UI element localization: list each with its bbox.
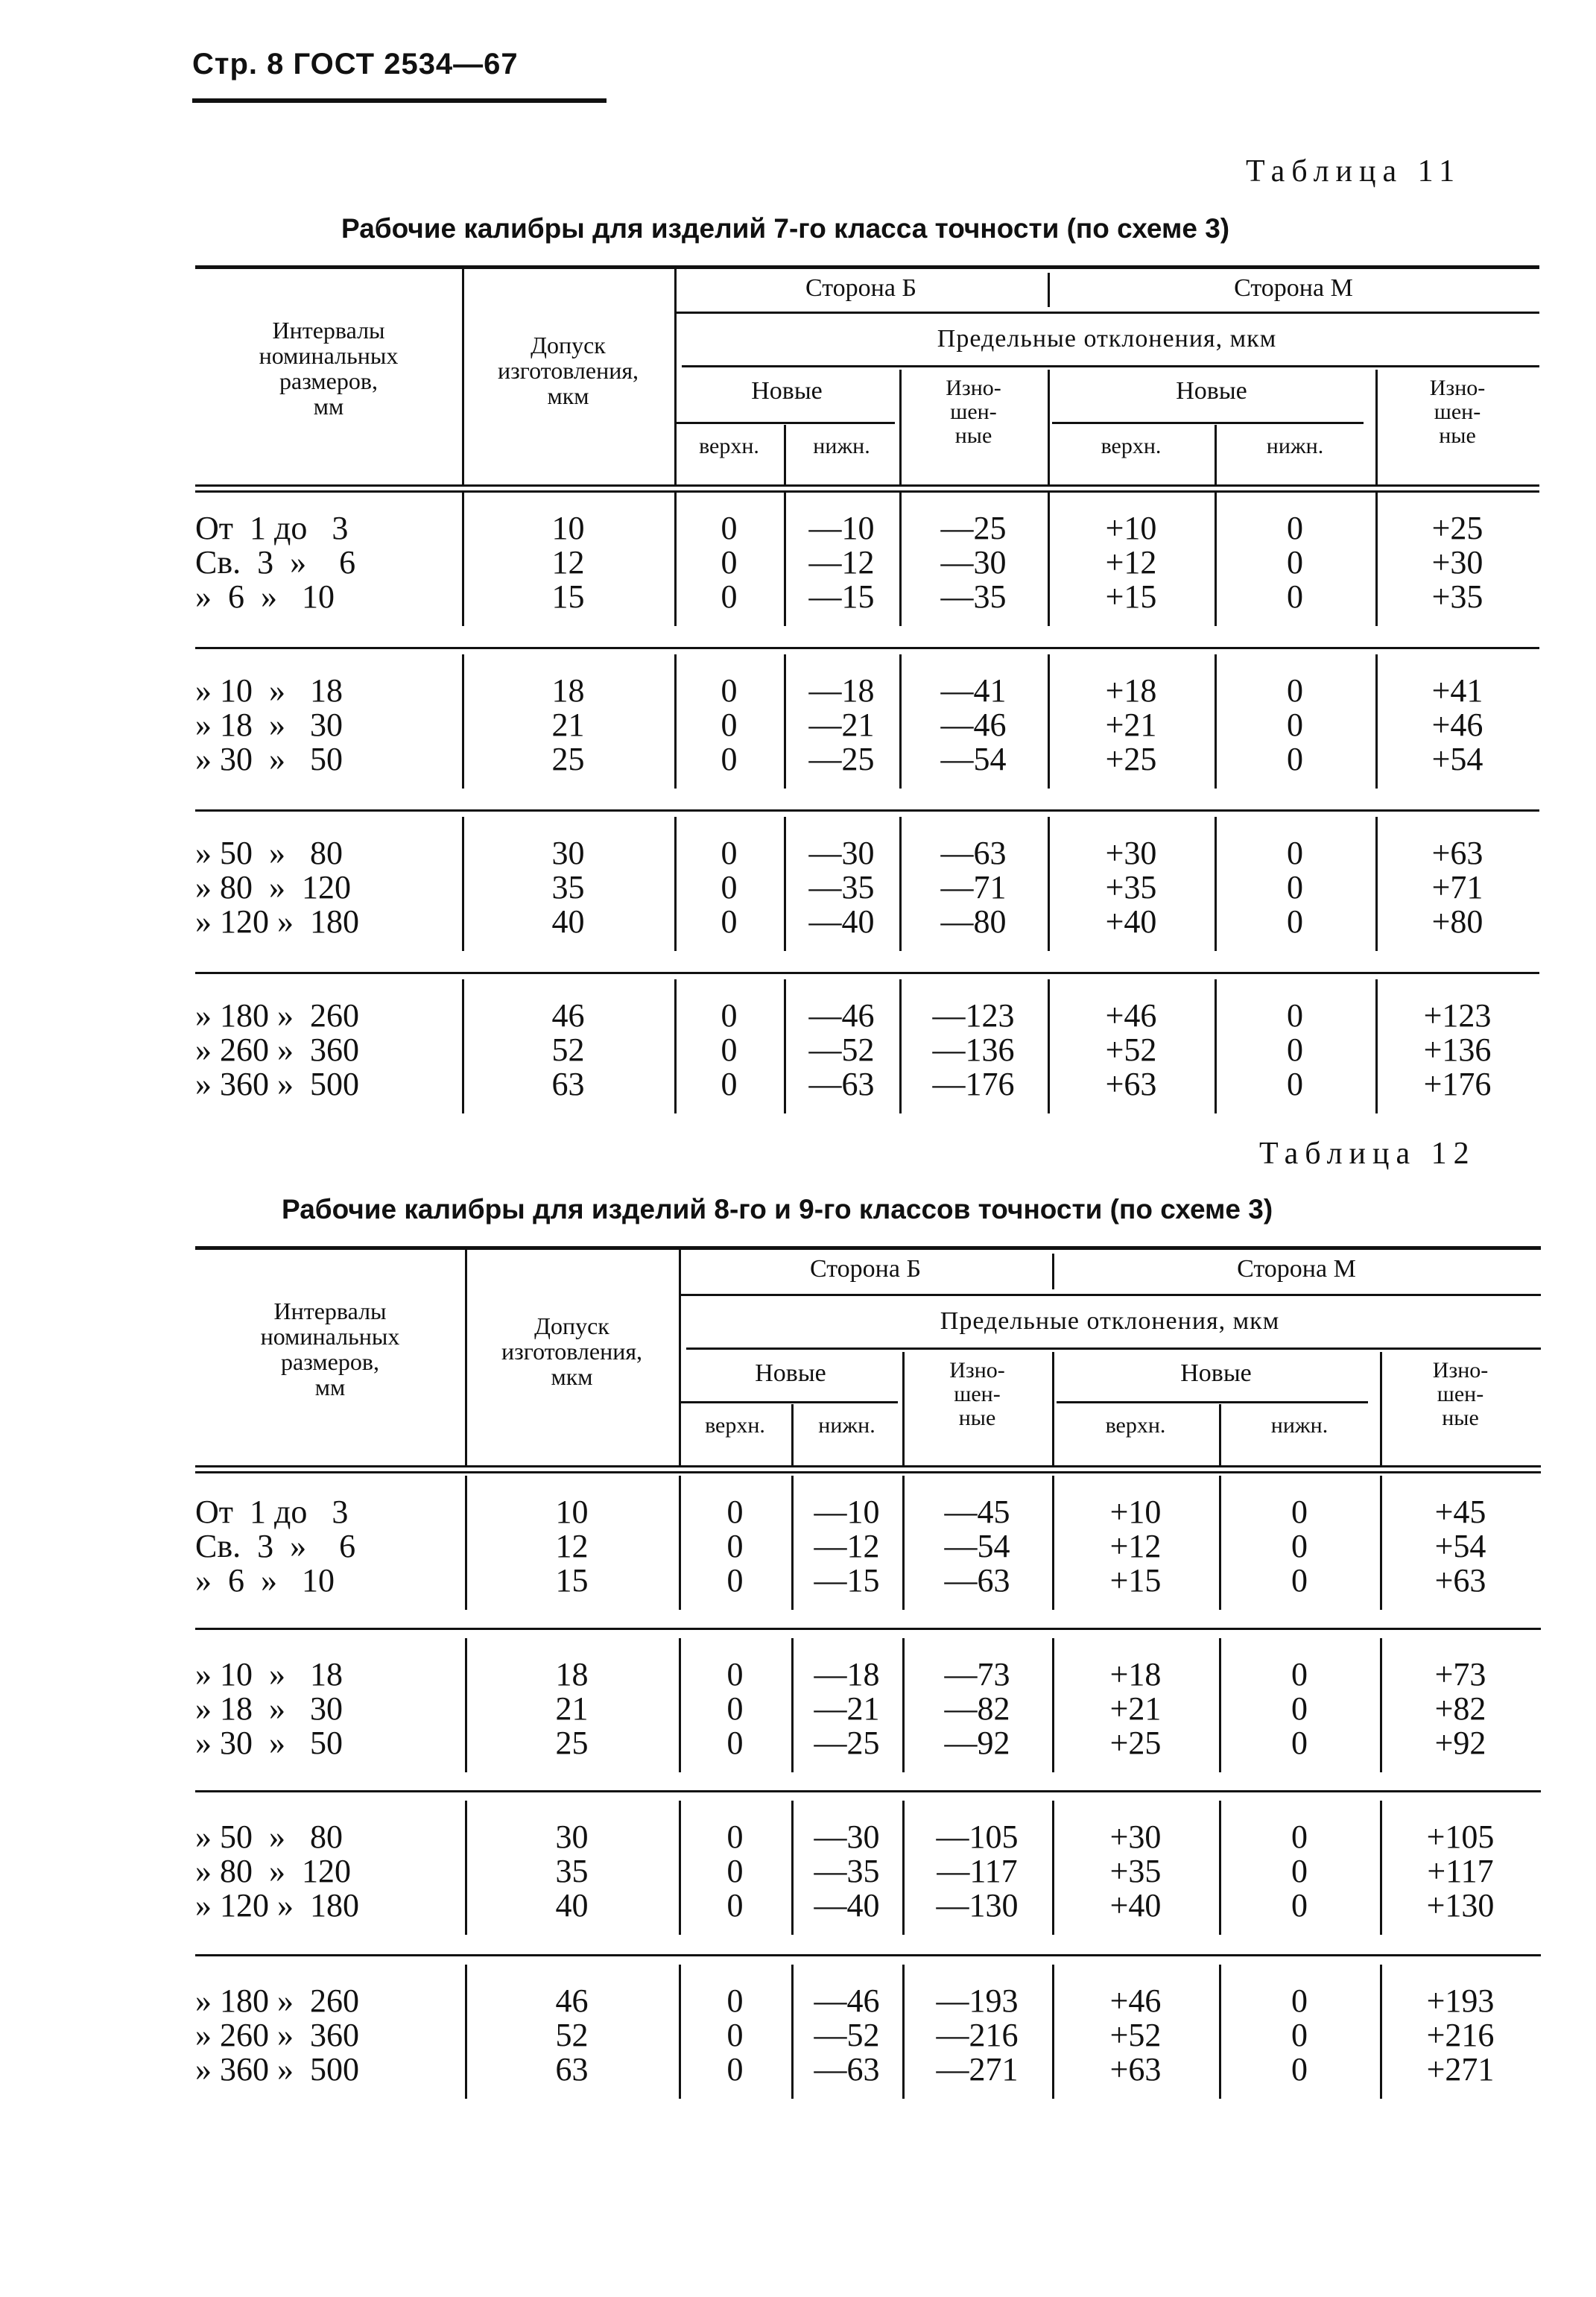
b-up-cell: 0 xyxy=(721,510,738,546)
limits-rule xyxy=(686,1347,1541,1350)
b-worn-cell: —35 xyxy=(940,578,1007,615)
b-low-cell: —12 xyxy=(808,544,875,581)
tol-cell: 15 xyxy=(551,578,585,615)
group-separator-rule xyxy=(195,1790,1541,1792)
upper-b-header: верхн. xyxy=(705,1413,765,1438)
worn-m-header: ные xyxy=(1442,1406,1479,1430)
interval-cell: » 180 » 260 xyxy=(195,997,359,1034)
m-low-cell: 0 xyxy=(1291,1690,1308,1727)
m-low-cell: 0 xyxy=(1287,510,1303,546)
new-m-rule xyxy=(1052,422,1364,424)
b-low-cell: —10 xyxy=(808,510,875,546)
side-b-header: Сторона Б xyxy=(805,274,916,302)
lower-b-header: нижн. xyxy=(818,1413,875,1438)
intervals-header: мм xyxy=(313,393,344,420)
new-b-header: Новые xyxy=(751,377,823,405)
side-m-header: Сторона М xyxy=(1234,274,1353,302)
b-worn-cell: —176 xyxy=(932,1066,1015,1102)
b-low-cell: —46 xyxy=(808,997,875,1034)
m-worn-cell: +92 xyxy=(1434,1725,1486,1761)
b-up-cell: 0 xyxy=(726,1853,744,1889)
m-up-cell: +63 xyxy=(1105,1066,1157,1102)
b-up-cell: 0 xyxy=(726,1528,744,1564)
b-low-cell: —12 xyxy=(814,1528,880,1564)
header-rule xyxy=(192,98,607,103)
m-low-cell: 0 xyxy=(1287,544,1303,581)
b-worn-cell: —41 xyxy=(940,672,1007,709)
tolerance-header: Допуск xyxy=(534,1312,609,1339)
m-low-cell: 0 xyxy=(1291,1656,1308,1693)
worn-m-header: шен- xyxy=(1437,1382,1484,1406)
intervals-header: размеров, xyxy=(279,367,378,394)
b-up-cell: 0 xyxy=(726,1819,744,1855)
m-up-cell: +25 xyxy=(1109,1725,1162,1761)
interval-cell: » 10 » 18 xyxy=(195,1656,343,1693)
upper-b-header: верхн. xyxy=(699,434,759,458)
tol-cell: 35 xyxy=(555,1853,589,1889)
b-low-cell: —35 xyxy=(808,869,875,906)
side-rule xyxy=(674,312,1539,314)
lower-m-header: нижн. xyxy=(1266,434,1324,458)
b-up-cell: 0 xyxy=(721,869,738,906)
b-worn-cell: —54 xyxy=(944,1528,1010,1564)
b-up-cell: 0 xyxy=(726,1982,744,2019)
m-worn-cell: +271 xyxy=(1426,2051,1495,2088)
page-header: Стр. 8 ГОСТ 2534—67 xyxy=(192,48,519,80)
b-up-cell: 0 xyxy=(726,1494,744,1530)
m-low-cell: 0 xyxy=(1291,1982,1308,2019)
m-up-cell: +21 xyxy=(1105,707,1157,743)
interval-cell: » 10 » 18 xyxy=(195,672,343,709)
b-up-cell: 0 xyxy=(721,741,738,777)
m-low-cell: 0 xyxy=(1287,741,1303,777)
b-low-cell: —40 xyxy=(808,903,875,940)
b-worn-cell: —54 xyxy=(940,741,1007,777)
m-worn-cell: +54 xyxy=(1431,741,1483,777)
m-worn-cell: +35 xyxy=(1431,578,1483,615)
interval-cell: » 80 » 120 xyxy=(195,869,351,906)
interval-cell: » 30 » 50 xyxy=(195,741,343,777)
interval-cell: » 80 » 120 xyxy=(195,1853,351,1889)
b-up-cell: 0 xyxy=(721,1066,738,1102)
tolerance-header: Допуск xyxy=(531,332,606,358)
interval-cell: От 1 до 3 xyxy=(195,510,349,546)
m-up-cell: +52 xyxy=(1105,1031,1157,1068)
m-up-cell: +18 xyxy=(1105,672,1157,709)
interval-cell: » 360 » 500 xyxy=(195,1066,359,1102)
m-worn-cell: +123 xyxy=(1423,997,1492,1034)
table-title: Рабочие калибры для изделий 8-го и 9-го классов точности (по схеме 3) xyxy=(282,1194,1273,1225)
intervals-header: размеров, xyxy=(281,1348,379,1375)
interval-cell: » 180 » 260 xyxy=(195,1982,359,2019)
tol-cell: 52 xyxy=(555,2017,589,2053)
b-low-cell: —52 xyxy=(814,2017,880,2053)
tol-cell: 30 xyxy=(555,1819,589,1855)
m-worn-cell: +216 xyxy=(1426,2017,1495,2053)
m-low-cell: 0 xyxy=(1287,672,1303,709)
tol-cell: 18 xyxy=(555,1656,589,1693)
b-worn-cell: —92 xyxy=(944,1725,1010,1761)
m-low-cell: 0 xyxy=(1287,1066,1303,1102)
b-worn-cell: —71 xyxy=(940,869,1007,906)
m-low-cell: 0 xyxy=(1291,2051,1308,2088)
m-low-cell: 0 xyxy=(1291,1819,1308,1855)
b-up-cell: 0 xyxy=(726,1656,744,1693)
b-up-cell: 0 xyxy=(726,2017,744,2053)
worn-m-header: шен- xyxy=(1434,399,1481,424)
tol-cell: 12 xyxy=(555,1528,589,1564)
b-low-cell: —15 xyxy=(808,578,875,615)
m-low-cell: 0 xyxy=(1291,2017,1308,2053)
m-low-cell: 0 xyxy=(1291,1887,1308,1924)
worn-b-header: Изно- xyxy=(949,1358,1005,1383)
table-title: Рабочие калибры для изделий 7-го класса точности (по схеме 3) xyxy=(341,213,1230,244)
m-worn-cell: +45 xyxy=(1434,1494,1486,1530)
b-worn-cell: —63 xyxy=(940,835,1007,871)
intervals-header: Интервалы xyxy=(273,1298,387,1324)
interval-cell: » 260 » 360 xyxy=(195,2017,359,2053)
tolerance-header: мкм xyxy=(547,382,589,409)
b-up-cell: 0 xyxy=(726,1725,744,1761)
m-worn-cell: +25 xyxy=(1431,510,1483,546)
b-up-cell: 0 xyxy=(721,544,738,581)
b-up-cell: 0 xyxy=(721,903,738,940)
b-low-cell: —21 xyxy=(814,1690,880,1727)
tol-cell: 30 xyxy=(551,835,585,871)
b-up-cell: 0 xyxy=(721,835,738,871)
b-worn-cell: —136 xyxy=(932,1031,1015,1068)
b-worn-cell: —73 xyxy=(944,1656,1010,1693)
m-low-cell: 0 xyxy=(1287,707,1303,743)
tol-cell: 63 xyxy=(551,1066,585,1102)
interval-cell: » 120 » 180 xyxy=(195,1887,359,1924)
interval-cell: » 18 » 30 xyxy=(195,1690,343,1727)
b-low-cell: —21 xyxy=(808,707,875,743)
tol-cell: 52 xyxy=(551,1031,585,1068)
b-worn-cell: —63 xyxy=(944,1562,1010,1599)
b-worn-cell: —216 xyxy=(936,2017,1019,2053)
intervals-header: Интервалы xyxy=(272,317,385,344)
new-m-rule xyxy=(1057,1401,1368,1403)
m-up-cell: +30 xyxy=(1109,1819,1162,1855)
tol-cell: 25 xyxy=(551,741,585,777)
m-up-cell: +63 xyxy=(1109,2051,1162,2088)
b-up-cell: 0 xyxy=(721,1031,738,1068)
group-separator-rule xyxy=(195,809,1539,812)
b-low-cell: —46 xyxy=(814,1982,880,2019)
new-b-header: Новые xyxy=(755,1359,826,1387)
b-worn-cell: —130 xyxy=(936,1887,1019,1924)
m-low-cell: 0 xyxy=(1287,997,1303,1034)
tolerance-header: изготовления, xyxy=(497,357,639,384)
interval-cell: » 50 » 80 xyxy=(195,1819,343,1855)
tol-cell: 12 xyxy=(551,544,585,581)
m-low-cell: 0 xyxy=(1287,578,1303,615)
m-up-cell: +10 xyxy=(1105,510,1157,546)
m-worn-cell: +136 xyxy=(1423,1031,1492,1068)
limits-header: Предельные отклонения, мкм xyxy=(937,325,1277,353)
b-up-cell: 0 xyxy=(721,672,738,709)
tol-cell: 18 xyxy=(551,672,585,709)
m-worn-cell: +117 xyxy=(1427,1853,1494,1889)
b-low-cell: —30 xyxy=(814,1819,880,1855)
m-up-cell: +40 xyxy=(1105,903,1157,940)
intervals-header: номинальных xyxy=(259,342,399,369)
worn-m-header: ные xyxy=(1439,423,1476,448)
limits-rule xyxy=(682,365,1539,367)
m-worn-cell: +63 xyxy=(1431,835,1483,871)
m-low-cell: 0 xyxy=(1287,835,1303,871)
tol-cell: 21 xyxy=(555,1690,589,1727)
tol-cell: 25 xyxy=(555,1725,589,1761)
b-up-cell: 0 xyxy=(721,578,738,615)
b-worn-cell: —45 xyxy=(944,1494,1010,1530)
interval-cell: » 6 » 10 xyxy=(195,578,335,615)
tol-cell: 40 xyxy=(555,1887,589,1924)
b-up-cell: 0 xyxy=(726,1562,744,1599)
limits-header: Предельные отклонения, мкм xyxy=(940,1307,1280,1335)
b-low-cell: —63 xyxy=(814,2051,880,2088)
b-up-cell: 0 xyxy=(721,707,738,743)
header-bottom-rule xyxy=(195,1465,1541,1467)
m-up-cell: +12 xyxy=(1109,1528,1162,1564)
m-up-cell: +15 xyxy=(1109,1562,1162,1599)
m-worn-cell: +46 xyxy=(1431,707,1483,743)
worn-m-header: Изно- xyxy=(1432,1358,1489,1383)
m-low-cell: 0 xyxy=(1291,1562,1308,1599)
worn-b-header: шен- xyxy=(950,399,997,424)
b-worn-cell: —80 xyxy=(940,903,1007,940)
tol-cell: 46 xyxy=(555,1982,589,2019)
m-up-cell: +46 xyxy=(1109,1982,1162,2019)
interval-cell: » 120 » 180 xyxy=(195,903,359,940)
b-low-cell: —52 xyxy=(808,1031,875,1068)
b-worn-cell: —82 xyxy=(944,1690,1010,1727)
interval-cell: » 30 » 50 xyxy=(195,1725,343,1761)
b-worn-cell: —30 xyxy=(940,544,1007,581)
m-low-cell: 0 xyxy=(1287,903,1303,940)
interval-cell: » 6 » 10 xyxy=(195,1562,335,1599)
m-worn-cell: +73 xyxy=(1434,1656,1486,1693)
header-bottom-rule-2 xyxy=(195,490,1539,493)
header-bottom-rule-2 xyxy=(195,1471,1541,1473)
m-up-cell: +10 xyxy=(1109,1494,1162,1530)
b-worn-cell: —193 xyxy=(936,1982,1019,2019)
m-up-cell: +18 xyxy=(1109,1656,1162,1693)
b-worn-cell: —123 xyxy=(932,997,1015,1034)
lower-b-header: нижн. xyxy=(813,434,870,458)
b-low-cell: —63 xyxy=(808,1066,875,1102)
interval-cell: » 18 » 30 xyxy=(195,707,343,743)
m-low-cell: 0 xyxy=(1291,1494,1308,1530)
table-label: Таблица 11 xyxy=(1246,154,1462,189)
m-up-cell: +46 xyxy=(1105,997,1157,1034)
m-worn-cell: +63 xyxy=(1434,1562,1486,1599)
b-low-cell: —35 xyxy=(814,1853,880,1889)
m-worn-cell: +130 xyxy=(1426,1887,1495,1924)
m-low-cell: 0 xyxy=(1291,1853,1308,1889)
interval-cell: Св. 3 » 6 xyxy=(195,544,356,581)
worn-m-header: Изно- xyxy=(1429,376,1486,400)
group-separator-rule xyxy=(195,1954,1541,1956)
tol-cell: 35 xyxy=(551,869,585,906)
group-separator-rule xyxy=(195,647,1539,649)
b-up-cell: 0 xyxy=(726,1887,744,1924)
tol-cell: 63 xyxy=(555,2051,589,2088)
m-worn-cell: +193 xyxy=(1426,1982,1495,2019)
side-rule xyxy=(679,1294,1541,1296)
side-m-header: Сторона М xyxy=(1237,1255,1356,1283)
table-top-rule xyxy=(195,1246,1541,1250)
tol-cell: 40 xyxy=(551,903,585,940)
b-low-cell: —10 xyxy=(814,1494,880,1530)
new-b-rule xyxy=(679,1401,898,1403)
upper-m-header: верхн. xyxy=(1105,1413,1166,1438)
m-up-cell: +40 xyxy=(1109,1887,1162,1924)
tol-cell: 10 xyxy=(555,1494,589,1530)
tol-cell: 46 xyxy=(551,997,585,1034)
group-separator-rule xyxy=(195,1628,1541,1630)
tolerance-header: изготовления, xyxy=(501,1338,643,1365)
b-worn-cell: —46 xyxy=(940,707,1007,743)
new-m-header: Новые xyxy=(1176,377,1247,405)
b-low-cell: —30 xyxy=(808,835,875,871)
m-low-cell: 0 xyxy=(1287,1031,1303,1068)
b-up-cell: 0 xyxy=(721,997,738,1034)
interval-cell: Св. 3 » 6 xyxy=(195,1528,356,1564)
tol-cell: 21 xyxy=(551,707,585,743)
lower-m-header: нижн. xyxy=(1270,1413,1329,1438)
b-low-cell: —25 xyxy=(808,741,875,777)
table-top-rule xyxy=(195,265,1539,269)
b-low-cell: —18 xyxy=(808,672,875,709)
b-worn-cell: —105 xyxy=(936,1819,1019,1855)
interval-cell: От 1 до 3 xyxy=(195,1494,349,1530)
b-worn-cell: —271 xyxy=(936,2051,1019,2088)
worn-b-header: шен- xyxy=(954,1382,1001,1406)
worn-b-header: ные xyxy=(954,423,992,448)
m-low-cell: 0 xyxy=(1287,869,1303,906)
m-worn-cell: +30 xyxy=(1431,544,1483,581)
interval-cell: » 50 » 80 xyxy=(195,835,343,871)
m-worn-cell: +71 xyxy=(1431,869,1483,906)
b-low-cell: —40 xyxy=(814,1887,880,1924)
header-bottom-rule xyxy=(195,484,1539,487)
b-up-cell: 0 xyxy=(726,2051,744,2088)
m-up-cell: +52 xyxy=(1109,2017,1162,2053)
b-low-cell: —25 xyxy=(814,1725,880,1761)
m-low-cell: 0 xyxy=(1291,1725,1308,1761)
tol-cell: 10 xyxy=(551,510,585,546)
m-worn-cell: +41 xyxy=(1431,672,1483,709)
tolerance-header: мкм xyxy=(551,1363,593,1390)
interval-cell: » 360 » 500 xyxy=(195,2051,359,2088)
side-b-header: Сторона Б xyxy=(810,1255,921,1283)
tol-cell: 15 xyxy=(555,1562,589,1599)
b-low-cell: —18 xyxy=(814,1656,880,1693)
m-up-cell: +35 xyxy=(1105,869,1157,906)
m-worn-cell: +54 xyxy=(1434,1528,1486,1564)
m-up-cell: +12 xyxy=(1105,544,1157,581)
group-separator-rule xyxy=(195,972,1539,974)
b-low-cell: —15 xyxy=(814,1562,880,1599)
m-up-cell: +21 xyxy=(1109,1690,1162,1727)
table-label: Таблица 12 xyxy=(1259,1137,1476,1171)
worn-b-header: ные xyxy=(958,1406,996,1430)
m-worn-cell: +82 xyxy=(1434,1690,1486,1727)
new-m-header: Новые xyxy=(1180,1359,1252,1387)
b-worn-cell: —25 xyxy=(940,510,1007,546)
intervals-header: номинальных xyxy=(260,1323,400,1350)
b-up-cell: 0 xyxy=(726,1690,744,1727)
m-low-cell: 0 xyxy=(1291,1528,1308,1564)
b-worn-cell: —117 xyxy=(937,1853,1018,1889)
intervals-header: мм xyxy=(314,1374,346,1400)
m-worn-cell: +176 xyxy=(1423,1066,1492,1102)
m-worn-cell: +105 xyxy=(1426,1819,1495,1855)
upper-m-header: верхн. xyxy=(1101,434,1162,458)
m-up-cell: +30 xyxy=(1105,835,1157,871)
m-up-cell: +25 xyxy=(1105,741,1157,777)
m-up-cell: +15 xyxy=(1105,578,1157,615)
m-worn-cell: +80 xyxy=(1431,903,1483,940)
new-b-rule xyxy=(674,422,895,424)
m-up-cell: +35 xyxy=(1109,1853,1162,1889)
worn-b-header: Изно- xyxy=(946,376,1001,400)
interval-cell: » 260 » 360 xyxy=(195,1031,359,1068)
